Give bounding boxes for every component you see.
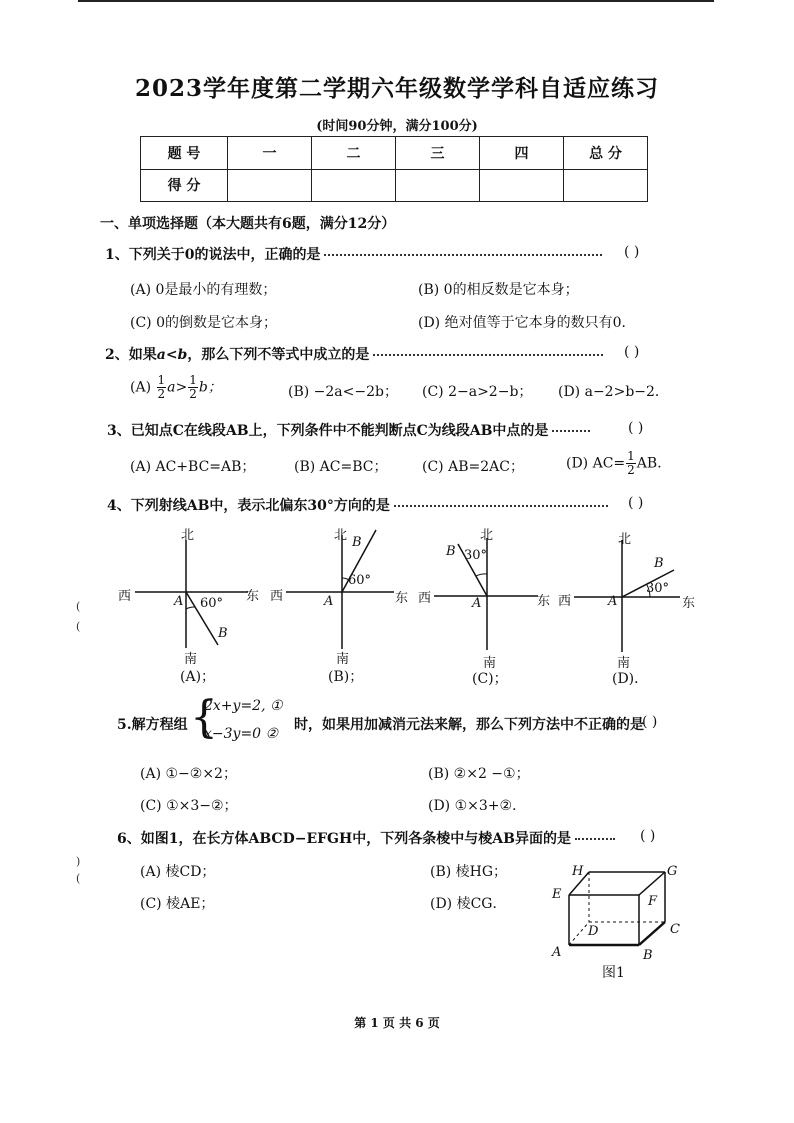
label-point-b: B [218, 626, 228, 641]
option-b: (B) ②×2 −①； [428, 766, 530, 782]
label-north: 北 [181, 528, 195, 543]
section-heading: 一、单项选择题（本大题共有6题，满分12分） [100, 216, 396, 232]
label-east: 东 [537, 594, 551, 609]
option-c: (C) 棱AE； [140, 896, 215, 912]
figure-caption: 图1 [602, 965, 625, 981]
label-north: 北 [334, 528, 348, 543]
option-d: (D) 棱CG． [430, 896, 507, 912]
answer-paren[interactable]: ( ) [642, 714, 658, 730]
edge-ad [569, 922, 589, 945]
fraction: $\frac{1}{2}$ [627, 449, 635, 477]
table-row [141, 137, 648, 170]
leader-dots [324, 254, 602, 256]
equation-1: 2x+y=2, ① [204, 698, 283, 714]
option-c: (C) AB=2AC； [422, 459, 524, 475]
vertex-b: B [643, 948, 653, 963]
score-input-cell[interactable] [312, 169, 396, 202]
top-rule [78, 0, 714, 2]
leader-dots [552, 430, 590, 432]
question-6-stem [117, 828, 619, 848]
compass-diagram-b [272, 525, 412, 660]
option-a: (A) 0是最小的有理数； [130, 282, 277, 298]
question-stem-text: 2、如果 [105, 347, 157, 363]
label-south: 南 [483, 656, 497, 671]
label-west: 西 [118, 589, 132, 604]
option-d: (D) a−2>b−2． [558, 384, 669, 400]
option-c: (C) 0的倒数是它本身； [130, 315, 277, 331]
table-cell: 总 分 [564, 137, 648, 170]
label-point-b: B [352, 535, 362, 550]
question-5-stem: 时，如果用加减消元法来解，那么下列方法中不正确的是 [294, 717, 644, 733]
question-stem-text: 6、如图1，在长方体ABCD−EFGH中，下列各条棱中与棱AB异面的是 [117, 831, 571, 847]
vertex-d: D [588, 924, 599, 939]
answer-paren[interactable]: ( ) [624, 244, 640, 260]
vertex-c: C [670, 922, 680, 937]
label-north: 北 [618, 532, 632, 547]
angle-arc [186, 607, 195, 609]
question-stem-text: 4、下列射线AB中，表示北偏东30°方向的是 [107, 498, 390, 514]
label-west: 西 [418, 591, 432, 606]
option-d: (D) ①×3+②． [428, 798, 527, 814]
table-cell: 二 [312, 137, 396, 170]
option-d [566, 450, 671, 477]
option-c: (C) 2−a>2−b； [422, 384, 533, 400]
answer-paren[interactable]: ( ) [624, 344, 640, 360]
score-input-cell[interactable] [564, 169, 648, 202]
option-text: (D) AC= [566, 455, 626, 472]
vertex-g: G [667, 864, 678, 879]
answer-paren[interactable]: ( ) [628, 420, 644, 436]
table-cell: 得 分 [141, 169, 228, 202]
margin-mark: ( [76, 872, 81, 885]
caption-c: (C)； [472, 671, 508, 687]
leader-dots [575, 838, 615, 840]
label-east: 东 [682, 596, 696, 611]
leader-dots [394, 505, 608, 507]
label-angle: 60° [348, 573, 372, 588]
table-cell: 一 [228, 137, 312, 170]
table-cell: 题 号 [141, 137, 228, 170]
option-b: (B) −2a<−2b； [288, 384, 398, 400]
score-input-cell[interactable] [228, 169, 312, 202]
option-b: (B) AC=BC； [294, 459, 388, 475]
fraction: $\frac{1}{2}$ [189, 373, 197, 401]
label-south: 南 [336, 652, 350, 667]
label-east: 东 [395, 591, 409, 606]
question-5-prefix: 5.解方程组 [117, 717, 188, 733]
question-2-stem [105, 344, 607, 364]
label-point-a: A [324, 594, 334, 609]
label-point-a: A [472, 596, 482, 611]
option-text: AB． [636, 455, 672, 472]
label-north: 北 [480, 528, 494, 543]
table-cell: 四 [480, 137, 564, 170]
option-a: (A) 棱CD； [140, 864, 216, 880]
label-point-b: B [654, 556, 664, 571]
margin-mark: ) [76, 855, 81, 868]
caption-b: (B)； [328, 669, 364, 685]
label-point-b: B [446, 544, 456, 559]
label-east: 东 [246, 589, 260, 604]
option-a [130, 374, 222, 401]
label-angle: 60° [200, 596, 224, 611]
math-expression: a<b [156, 347, 188, 363]
option-a: (A) ①−②×2； [140, 766, 237, 782]
table-cell: 三 [396, 137, 480, 170]
page-title: 2023学年度第二学期六年级数学学科自适应练习 [134, 75, 659, 102]
fraction: $\frac{1}{2}$ [157, 373, 166, 401]
vertex-a: A [552, 945, 562, 960]
question-stem-text: ，那么下列不等式中成立的是 [187, 347, 370, 363]
option-b: (B) 0的相反数是它本身； [418, 282, 579, 298]
option-a: (A) AC+BC=AB； [130, 459, 256, 475]
label-south: 南 [184, 652, 198, 667]
angle-arc [476, 574, 487, 576]
page-footer: 第 1 页 共 6 页 [354, 1016, 440, 1030]
answer-paren[interactable]: ( ) [640, 828, 656, 844]
label-angle: 30° [464, 548, 488, 563]
vertex-f: F [648, 894, 658, 909]
math-expression: b； [198, 379, 222, 396]
page-subtitle: (时间90分钟，满分100分) [316, 119, 478, 134]
caption-d: (D)． [612, 671, 649, 687]
vertex-h: H [572, 864, 584, 879]
question-stem-text: 3、已知点C在线段AB上，下列条件中不能判断点C为线段AB中点的是 [107, 423, 549, 439]
question-4-stem [107, 495, 612, 515]
question-1-stem [105, 244, 606, 264]
label-south: 南 [617, 656, 631, 671]
table-row [141, 169, 648, 202]
label-west: 西 [270, 589, 284, 604]
system-brace: { [190, 692, 218, 743]
edge-bc [639, 922, 665, 945]
score-table [140, 136, 648, 202]
edge-fg [639, 872, 665, 895]
option-d: (D) 绝对值等于它本身的数只有0． [418, 315, 636, 331]
label-point-a: A [608, 594, 618, 609]
option-b: (B) 棱HG； [430, 864, 508, 880]
margin-mark: ( [76, 620, 81, 633]
caption-a: (A)； [180, 669, 216, 685]
option-c: (C) ①×3−②； [140, 798, 238, 814]
score-input-cell[interactable] [396, 169, 480, 202]
answer-paren[interactable]: ( ) [628, 495, 644, 511]
compass-diagram-d [560, 530, 700, 660]
label-point-a: A [174, 594, 184, 609]
equation-2: x−3y=0 ② [204, 726, 279, 742]
score-input-cell[interactable] [480, 169, 564, 202]
math-expression: a> [167, 379, 188, 396]
vertex-e: E [552, 887, 562, 902]
question-3-stem [107, 420, 594, 440]
leader-dots [373, 354, 603, 356]
question-stem-text: 1、下列关于0的说法中，正确的是 [105, 247, 321, 263]
option-label: (A) [130, 379, 152, 396]
label-angle: 30° [646, 581, 670, 596]
margin-mark: ( [76, 600, 81, 613]
label-west: 西 [558, 594, 572, 609]
